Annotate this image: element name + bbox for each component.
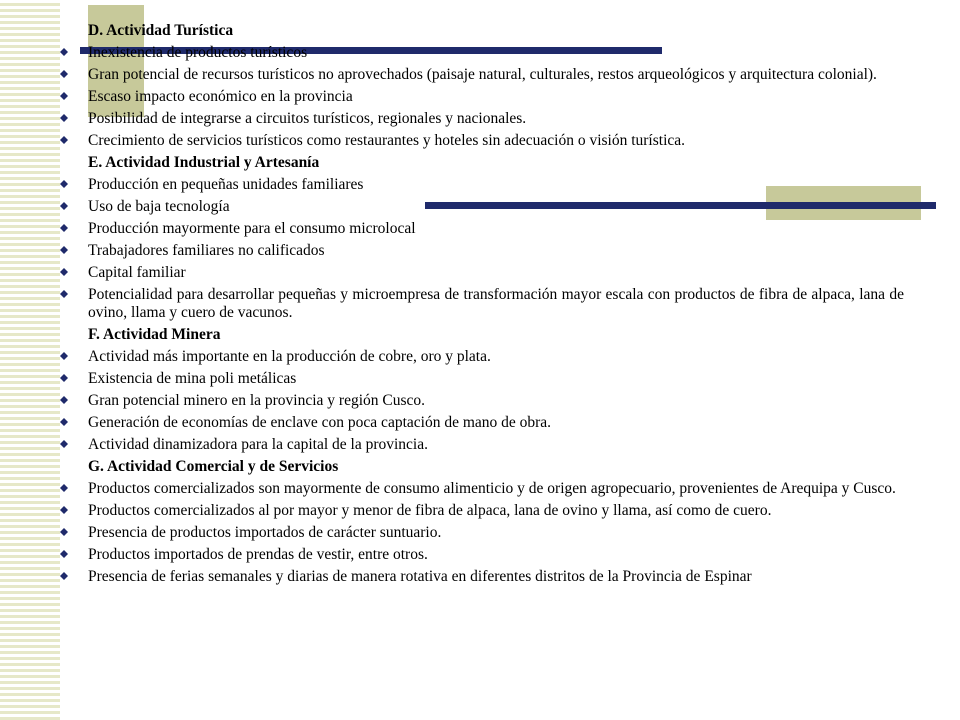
- list-item-text: Actividad más importante en la producción de cobre, oro y plata.: [88, 348, 491, 365]
- list-item-text: Existencia de mina poli metálicas: [88, 370, 297, 387]
- diamond-bullet-icon: [60, 395, 68, 405]
- diamond-bullet-icon: [60, 267, 68, 277]
- diamond-bullet-icon: [60, 527, 68, 537]
- list-item: [88, 242, 904, 260]
- diamond-bullet-icon: [60, 69, 68, 79]
- list-item-text: Capital familiar: [88, 264, 186, 281]
- list-item-text: Producción en pequeñas unidades familiares: [88, 176, 364, 193]
- diamond-bullet-icon: [60, 135, 68, 145]
- section-turistica: [88, 22, 904, 150]
- list-item-text: Gran potencial minero en la provincia y región Cusco.: [88, 392, 426, 409]
- list-item: [88, 66, 904, 84]
- list-item-text: Crecimiento de servicios turísticos como restaurantes y hoteles sin adecuación o visión turística.: [88, 132, 686, 149]
- section-comercial: [88, 458, 904, 586]
- list-item: [88, 480, 904, 498]
- list-item-text: Gran potencial de recursos turísticos no aprovechados (paisaje natural, culturales, restos arqueológicos y arquitectura colonial).: [88, 66, 877, 83]
- diamond-bullet-icon: [60, 571, 68, 581]
- diamond-bullet-icon: [60, 47, 68, 57]
- list-item: [88, 502, 904, 520]
- list-item: [88, 568, 904, 586]
- diamond-bullet-icon: [60, 351, 68, 361]
- list-item: [88, 88, 904, 106]
- diamond-bullet-icon: [60, 179, 68, 189]
- list-item-text: Productos importados de prendas de vestir, entre otros.: [88, 546, 428, 563]
- list-item-text: Actividad dinamizadora para la capital de la provincia.: [88, 436, 428, 453]
- diamond-bullet-icon: [60, 201, 68, 211]
- list-item-text: Posibilidad de integrarse a circuitos turísticos, regionales y nacionales.: [88, 110, 527, 127]
- list-item: [88, 546, 904, 564]
- decorative-stripes: [0, 0, 60, 720]
- diamond-bullet-icon: [60, 505, 68, 515]
- list-item-text: Escaso impacto económico en la provincia: [88, 88, 353, 105]
- diamond-bullet-icon: [60, 289, 68, 299]
- list-item-text: Generación de economías de enclave con poca captación de mano de obra.: [88, 414, 552, 431]
- list-item: [88, 286, 904, 322]
- list-item: [88, 132, 904, 150]
- list-item: [88, 348, 904, 366]
- diamond-bullet-icon: [60, 113, 68, 123]
- list-item-text: Presencia de productos importados de carácter suntuario.: [88, 524, 442, 541]
- list-item: [88, 264, 904, 282]
- list-item-text: Presencia de ferias semanales y diarias de manera rotativa en diferentes distritos de la Provincia de Espinar: [88, 568, 752, 585]
- list-item: [88, 392, 904, 410]
- list-item: [88, 436, 904, 454]
- section-title: G. Actividad Comercial y de Servicios: [88, 458, 339, 475]
- list-item-text: Productos comercializados son mayormente de consumo alimenticio y de origen agropecuario, provenientes de Arequipa y Cusco.: [88, 480, 896, 497]
- list-item-text: Uso de baja tecnología: [88, 198, 230, 215]
- list-item-text: Potencialidad para desarrollar pequeñas y microempresa de transformación mayor escala con productos de fibra de alpaca, lana de ovino, llama y cuero de vacunos.: [88, 286, 904, 321]
- section-title: E. Actividad Industrial y Artesanía: [88, 154, 320, 171]
- section-title: F. Actividad Minera: [88, 326, 221, 343]
- list-item: [88, 524, 904, 542]
- diamond-bullet-icon: [60, 91, 68, 101]
- list-item-text: Trabajadores familiares no calificados: [88, 242, 325, 259]
- content-body: [88, 22, 904, 590]
- diamond-bullet-icon: [60, 483, 68, 493]
- diamond-bullet-icon: [60, 223, 68, 233]
- list-item: [88, 220, 904, 238]
- list-item-text: Productos comercializados al por mayor y menor de fibra de alpaca, lana de ovino y llama, así como de cuero.: [88, 502, 772, 519]
- section-minera: [88, 326, 904, 454]
- list-item: [88, 110, 904, 128]
- diamond-bullet-icon: [60, 549, 68, 559]
- list-item: [88, 176, 904, 194]
- list-item: [88, 414, 904, 432]
- list-item: [88, 198, 904, 216]
- diamond-bullet-icon: [60, 373, 68, 383]
- section-title: D. Actividad Turística: [88, 22, 234, 39]
- list-item-text: Producción mayormente para el consumo microlocal: [88, 220, 416, 237]
- diamond-bullet-icon: [60, 439, 68, 449]
- list-item: [88, 370, 904, 388]
- list-item-text: Inexistencia de productos turísticos: [88, 44, 308, 61]
- section-industrial: [88, 154, 904, 322]
- diamond-bullet-icon: [60, 245, 68, 255]
- diamond-bullet-icon: [60, 417, 68, 427]
- list-item: [88, 44, 904, 62]
